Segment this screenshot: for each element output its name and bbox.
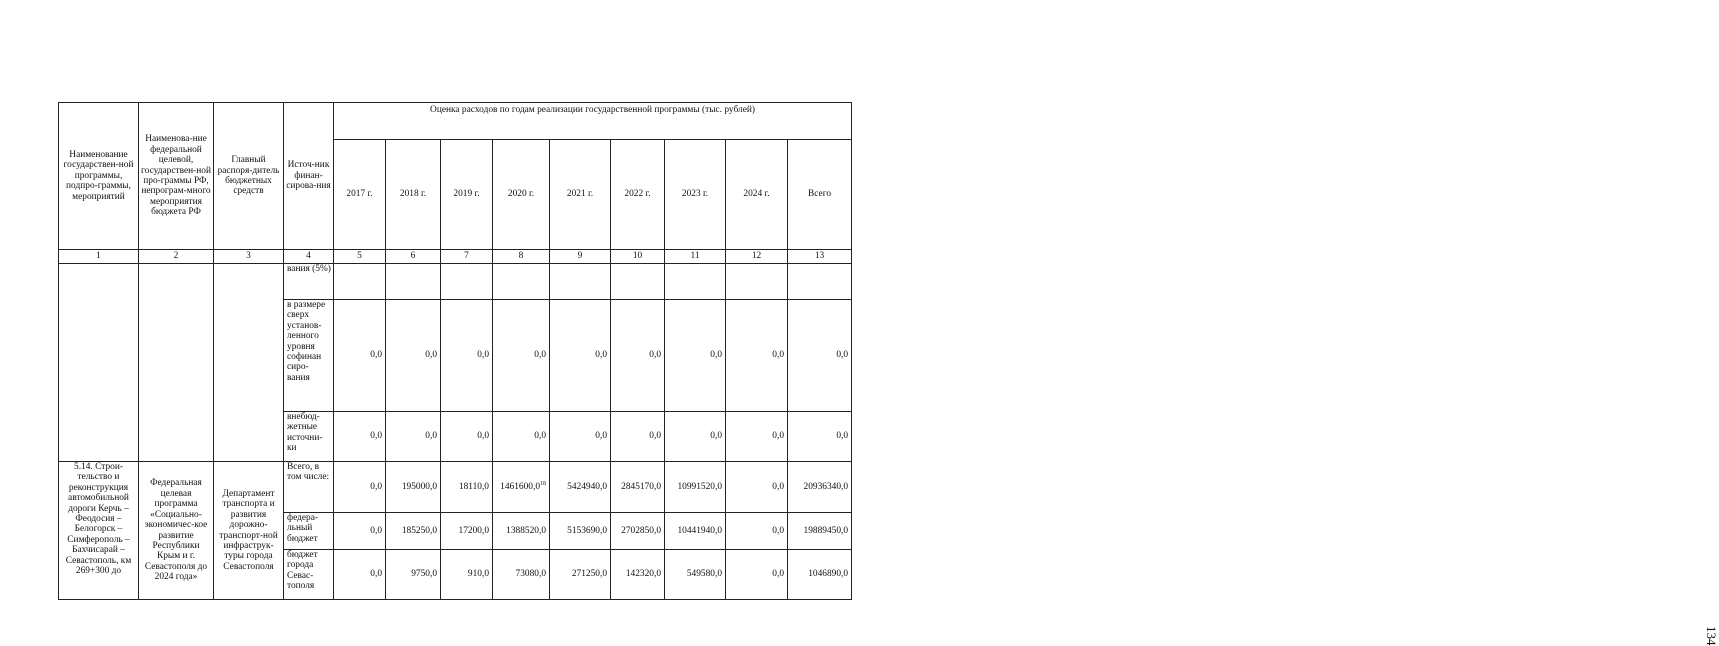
value-cell: 0,0: [665, 412, 726, 462]
value-cell: 73080,0: [493, 550, 550, 600]
value-cell: 10991520,0: [665, 462, 726, 513]
value-cell: 142320,0: [611, 550, 665, 600]
funding-source-cell: внебюд-жетные источни-ки: [284, 412, 334, 462]
funding-source-cell: федера-льный бюджет: [284, 513, 334, 550]
header-year: 2022 г.: [611, 140, 665, 250]
federal-program-cell: Федеральная целевая программа «Социально-экономичес-кое развитие Республики Крым и г. Севастополя до 2024 года»: [139, 462, 214, 600]
value-cell: 910,0: [441, 550, 493, 600]
value-cell: 0,0: [334, 462, 386, 513]
value-cell: 20936340,0: [788, 462, 852, 513]
value-cell: [441, 264, 493, 300]
footnote-marker: 18: [540, 480, 546, 487]
empty-cell: [139, 264, 214, 462]
administrator-cell: Департамент транспорта и развития дорожно-транспорт-ной инфраструк-туры города Севастополя: [214, 462, 284, 600]
column-number: 6: [386, 250, 441, 264]
column-number: 9: [550, 250, 611, 264]
value-cell: 0,0: [386, 300, 441, 412]
value-cell: 0,0: [611, 412, 665, 462]
value-cell: 185250,0: [386, 513, 441, 550]
value-cell: 0,0: [726, 550, 788, 600]
column-number: 1: [59, 250, 139, 264]
column-number: 13: [788, 250, 852, 264]
value-cell: 0,0: [611, 300, 665, 412]
header-year: 2020 г.: [493, 140, 550, 250]
value-cell: 0,0: [788, 300, 852, 412]
header-year: 2017 г.: [334, 140, 386, 250]
column-number: 7: [441, 250, 493, 264]
header-year: 2019 г.: [441, 140, 493, 250]
empty-cell: [214, 264, 284, 462]
column-number: 4: [284, 250, 334, 264]
value-cell: 0,0: [788, 412, 852, 462]
column-number: 8: [493, 250, 550, 264]
value-cell: 0,0: [726, 462, 788, 513]
value-cell: 17200,0: [441, 513, 493, 550]
table-row: [59, 462, 852, 513]
value-cell: 0,0: [441, 300, 493, 412]
value-cell: 1388520,0: [493, 513, 550, 550]
column-number: 10: [611, 250, 665, 264]
value-cell-with-footnote: [493, 462, 550, 513]
column-number: 3: [214, 250, 284, 264]
header-budget-administrator: Главный распоря-дитель бюджетных средств: [214, 103, 284, 250]
column-number: 5: [334, 250, 386, 264]
value-cell: [550, 264, 611, 300]
value-cell: 0,0: [334, 412, 386, 462]
value-cell: 0,0: [441, 412, 493, 462]
value-cell: 549580,0: [665, 550, 726, 600]
header-year: 2024 г.: [726, 140, 788, 250]
funding-source-cell: вания (5%): [284, 264, 334, 300]
header-funding-source: Источ-ник финан-сирова-ния: [284, 103, 334, 250]
value-cell: 195000,0: [386, 462, 441, 513]
value-cell: 0,0: [550, 412, 611, 462]
header-year: 2021 г.: [550, 140, 611, 250]
funding-source-cell: бюджет города Севас-тополя: [284, 550, 334, 600]
value-cell: 2845170,0: [611, 462, 665, 513]
value-cell: 0,0: [493, 300, 550, 412]
budget-table: [58, 102, 852, 600]
value-cell: 0,0: [386, 412, 441, 462]
value-cell: [665, 264, 726, 300]
program-name-cell: 5.14. Строи-тельство и реконструкция автомобильной дороги Керчь – Феодосия – Белогорск – Симферополь – Бахчисарай – Севастополь, км 269+300 до: [59, 462, 139, 600]
value-cell: 0,0: [665, 300, 726, 412]
value-cell: 10441940,0: [665, 513, 726, 550]
header-year: 2018 г.: [386, 140, 441, 250]
value-cell: 19889450,0: [788, 513, 852, 550]
value-cell: 0,0: [334, 550, 386, 600]
value-cell: 0,0: [726, 513, 788, 550]
value-cell: 0,0: [493, 412, 550, 462]
value-cell: [334, 264, 386, 300]
value-cell: 5153690,0: [550, 513, 611, 550]
header-expense-estimate: Оценка расходов по годам реализации государственной программы (тыс. рублей): [334, 103, 852, 140]
value-cell: [386, 264, 441, 300]
value-cell: 9750,0: [386, 550, 441, 600]
column-number: 11: [665, 250, 726, 264]
funding-source-cell: в размере сверх установ-ленного уровня софинан сиро-вания: [284, 300, 334, 412]
table-row: [59, 264, 852, 300]
page-number: 134: [1704, 626, 1719, 646]
value-cell: 18110,0: [441, 462, 493, 513]
value-cell: 5424940,0: [550, 462, 611, 513]
value-cell: 0,0: [550, 300, 611, 412]
page-number-wrapper: [866, 314, 1719, 646]
column-number-row: [59, 250, 852, 264]
header-federal-program: Наименова-ние федеральной целевой, государствен-ной про-граммы РФ, непрограм-много мероприятия бюджета РФ: [139, 103, 214, 250]
value-cell: 271250,0: [550, 550, 611, 600]
value-cell: [726, 264, 788, 300]
column-number: 2: [139, 250, 214, 264]
value-cell: [788, 264, 852, 300]
value-cell: [493, 264, 550, 300]
value-cell: 0,0: [334, 513, 386, 550]
value-cell: 0,0: [726, 412, 788, 462]
header-year: 2023 г.: [665, 140, 726, 250]
empty-cell: [59, 264, 139, 462]
header-total: Всего: [788, 140, 852, 250]
header-program-name: Наименование государствен-ной программы, подпро-граммы, мероприятий: [59, 103, 139, 250]
value-cell: 0,0: [334, 300, 386, 412]
value-cell: [611, 264, 665, 300]
value-cell: 1046890,0: [788, 550, 852, 600]
value-cell: 2702850,0: [611, 513, 665, 550]
value-text: 1461600,0: [500, 481, 540, 492]
column-number: 12: [726, 250, 788, 264]
funding-source-cell: Всего, в том числе:: [284, 462, 334, 513]
value-cell: 0,0: [726, 300, 788, 412]
header-row-1: [59, 103, 852, 140]
